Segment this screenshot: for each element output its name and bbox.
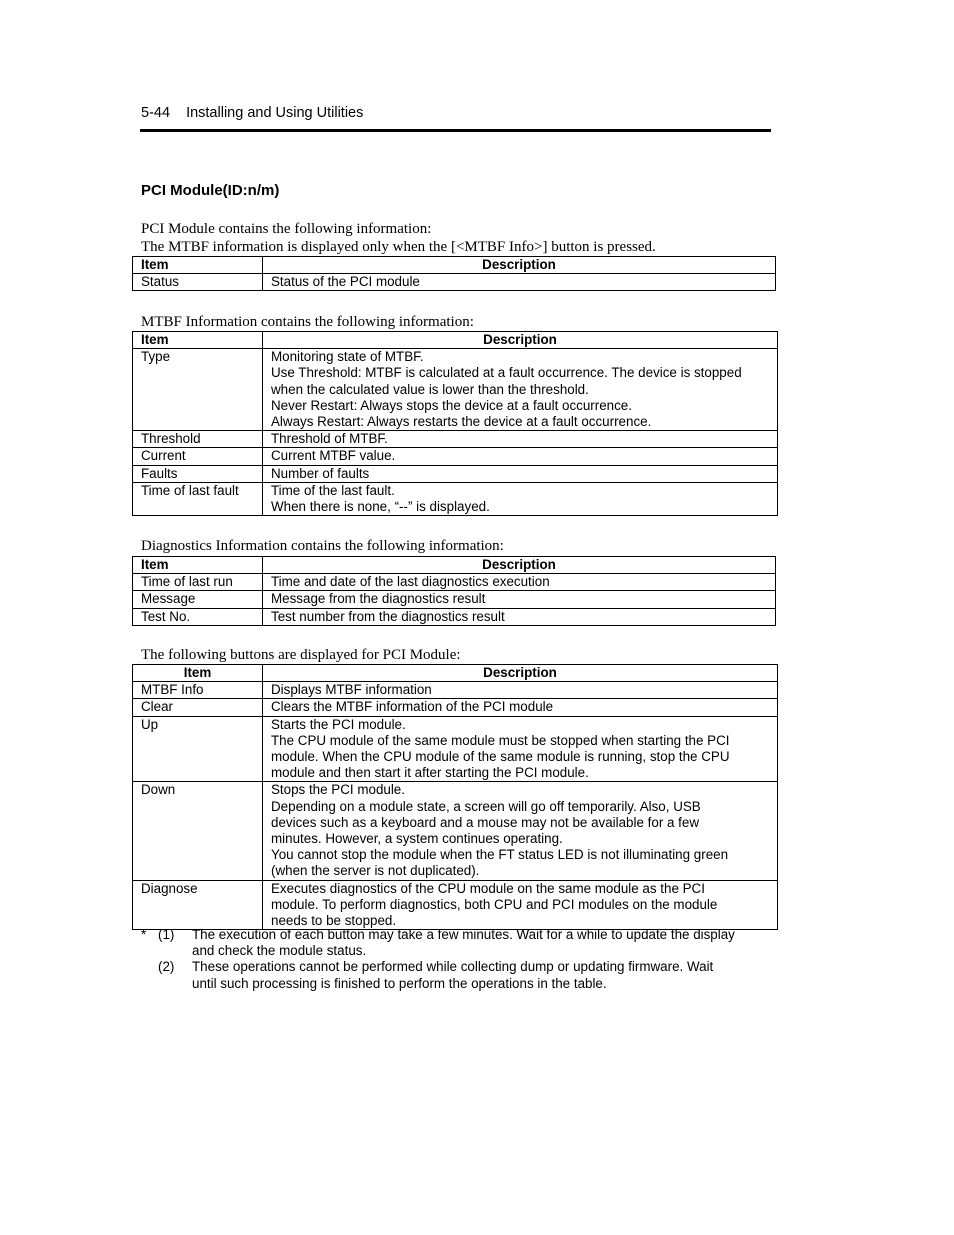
- description-cell: [263, 274, 776, 291]
- intro-diagnostics: Diagnostics Information contains the following information:: [141, 538, 504, 554]
- table-row: [133, 574, 776, 591]
- item-cell: Time of last run: [133, 574, 263, 591]
- description-cell: [263, 591, 776, 608]
- description-line: module and then start it after starting the PCI module.: [271, 765, 589, 781]
- description-cell: [263, 431, 778, 448]
- item-cell: Threshold: [133, 431, 263, 448]
- description-line: You cannot stop the module when the FT status LED is not illuminating green: [271, 847, 729, 863]
- mtbf-info-table: [132, 331, 778, 516]
- description-cell: [263, 699, 778, 716]
- description-line: Starts the PCI module.: [271, 716, 406, 732]
- description-cell: [263, 349, 778, 431]
- item-cell: MTBF Info: [133, 682, 263, 699]
- footnote-line: The execution of each button may take a few minutes. Wait for a while to update the display: [192, 927, 735, 942]
- footnote: [141, 927, 781, 959]
- description-line: Executes diagnostics of the CPU module on the same module as the PCI: [271, 880, 705, 896]
- footnote: [141, 959, 781, 991]
- table-row: [133, 465, 778, 482]
- table-header-row: [133, 332, 778, 349]
- column-header-item: Item: [133, 557, 263, 574]
- item-cell: Current: [133, 448, 263, 465]
- description-cell: [263, 608, 776, 625]
- description-cell: [263, 574, 776, 591]
- item-cell: Clear: [133, 699, 263, 716]
- item-cell: Faults: [133, 465, 263, 482]
- column-header-description: Description: [263, 665, 778, 682]
- description-line: minutes. However, a system continues operating.: [271, 831, 563, 847]
- description-line: Depending on a module state, a screen will go off temporarily. Also, USB: [271, 798, 701, 814]
- description-line: Time and date of the last diagnostics execution: [271, 574, 550, 590]
- footnote-number: (2): [158, 959, 175, 975]
- description-line: Test number from the diagnostics result: [271, 608, 505, 624]
- header-rule: [140, 129, 771, 132]
- intro-buttons: The following buttons are displayed for PCI Module:: [141, 647, 461, 663]
- footnote-line: until such processing is finished to perform the operations in the table.: [192, 975, 607, 991]
- table-header-row: [133, 665, 778, 682]
- item-cell: Test No.: [133, 608, 263, 625]
- description-line: Time of the last fault.: [271, 482, 395, 498]
- description-cell: [263, 482, 778, 515]
- description-line: Displays MTBF information: [271, 682, 432, 698]
- table-row: [133, 880, 778, 930]
- description-line: Use Threshold: MTBF is calculated at a fault occurrence. The device is stopped: [271, 365, 742, 381]
- description-line: Number of faults: [271, 465, 370, 481]
- table-header-row: [133, 257, 776, 274]
- description-line: Current MTBF value.: [271, 448, 396, 464]
- table-row: [133, 274, 776, 291]
- description-line: When there is none, “--” is displayed.: [271, 499, 490, 515]
- description-line: Never Restart: Always stops the device at a fault occurrence.: [271, 397, 632, 413]
- page-header: [141, 105, 363, 121]
- page-number: 5-44: [141, 105, 171, 121]
- table-row: [133, 682, 778, 699]
- description-line: Monitoring state of MTBF.: [271, 349, 424, 365]
- description-cell: [263, 716, 778, 782]
- table-row: [133, 448, 778, 465]
- buttons-table: [132, 664, 778, 930]
- item-cell: Diagnose: [133, 880, 263, 930]
- description-line: Always Restart: Always restarts the device at a fault occurrence.: [271, 414, 652, 430]
- table-row: [133, 482, 778, 515]
- section-title: PCI Module(ID:n/m): [141, 182, 280, 199]
- description-cell: [263, 448, 778, 465]
- table-row: [133, 716, 778, 782]
- intro-line: The MTBF information is displayed only when the [<MTBF Info>] button is pressed.: [141, 239, 656, 255]
- table-row: [133, 431, 778, 448]
- table-header-row: [133, 557, 776, 574]
- description-line: Status of the PCI module: [271, 274, 420, 290]
- description-line: module. When the CPU module of the same module is running, stop the CPU: [271, 749, 730, 765]
- item-cell: Time of last fault: [133, 482, 263, 515]
- column-header-item: Item: [133, 665, 263, 682]
- item-cell: Up: [133, 716, 263, 782]
- pci-module-table: [132, 256, 776, 291]
- description-line: Clears the MTBF information of the PCI module: [271, 699, 554, 715]
- footnote-number: (1): [158, 927, 175, 942]
- diagnostics-info-table: [132, 556, 776, 626]
- table-row: [133, 782, 778, 880]
- description-cell: [263, 682, 778, 699]
- description-line: devices such as a keyboard and a mouse may not be available for a few: [271, 814, 700, 830]
- column-header-description: Description: [263, 257, 776, 274]
- description-line: Threshold of MTBF.: [271, 431, 388, 447]
- footnote-text: [192, 927, 781, 959]
- description-cell: [263, 782, 778, 880]
- column-header-description: Description: [263, 332, 778, 349]
- intro-mtbf: MTBF Information contains the following information:: [141, 314, 474, 330]
- item-cell: Down: [133, 782, 263, 880]
- description-line: needs to be stopped.: [271, 913, 397, 929]
- table-row: [133, 591, 776, 608]
- column-header-item: Item: [133, 257, 263, 274]
- footnote-text: [192, 959, 781, 991]
- description-line: Message from the diagnostics result: [271, 591, 486, 607]
- description-line: (when the server is not duplicated).: [271, 863, 480, 879]
- description-line: module. To perform diagnostics, both CPU and PCI modules on the module: [271, 896, 718, 912]
- chapter-title: Installing and Using Utilities: [186, 105, 364, 121]
- intro-pci-module: [141, 220, 656, 256]
- intro-line: PCI Module contains the following information:: [141, 221, 432, 237]
- item-cell: Type: [133, 349, 263, 431]
- table-row: [133, 349, 778, 431]
- description-cell: [263, 880, 778, 930]
- description-cell: [263, 465, 778, 482]
- footnote-asterisk: *: [141, 927, 147, 942]
- footnote-line: These operations cannot be performed while collecting dump or updating firmware. Wait: [192, 959, 714, 975]
- item-cell: Message: [133, 591, 263, 608]
- footnotes: [141, 927, 781, 992]
- column-header-description: Description: [263, 557, 776, 574]
- description-line: The CPU module of the same module must be stopped when starting the PCI: [271, 732, 730, 748]
- item-cell: Status: [133, 274, 263, 291]
- footnote-line: and check the module status.: [192, 943, 367, 959]
- description-line: when the calculated value is lower than the threshold.: [271, 381, 589, 397]
- column-header-item: Item: [133, 332, 263, 349]
- description-line: Stops the PCI module.: [271, 782, 405, 798]
- table-row: [133, 699, 778, 716]
- table-row: [133, 608, 776, 625]
